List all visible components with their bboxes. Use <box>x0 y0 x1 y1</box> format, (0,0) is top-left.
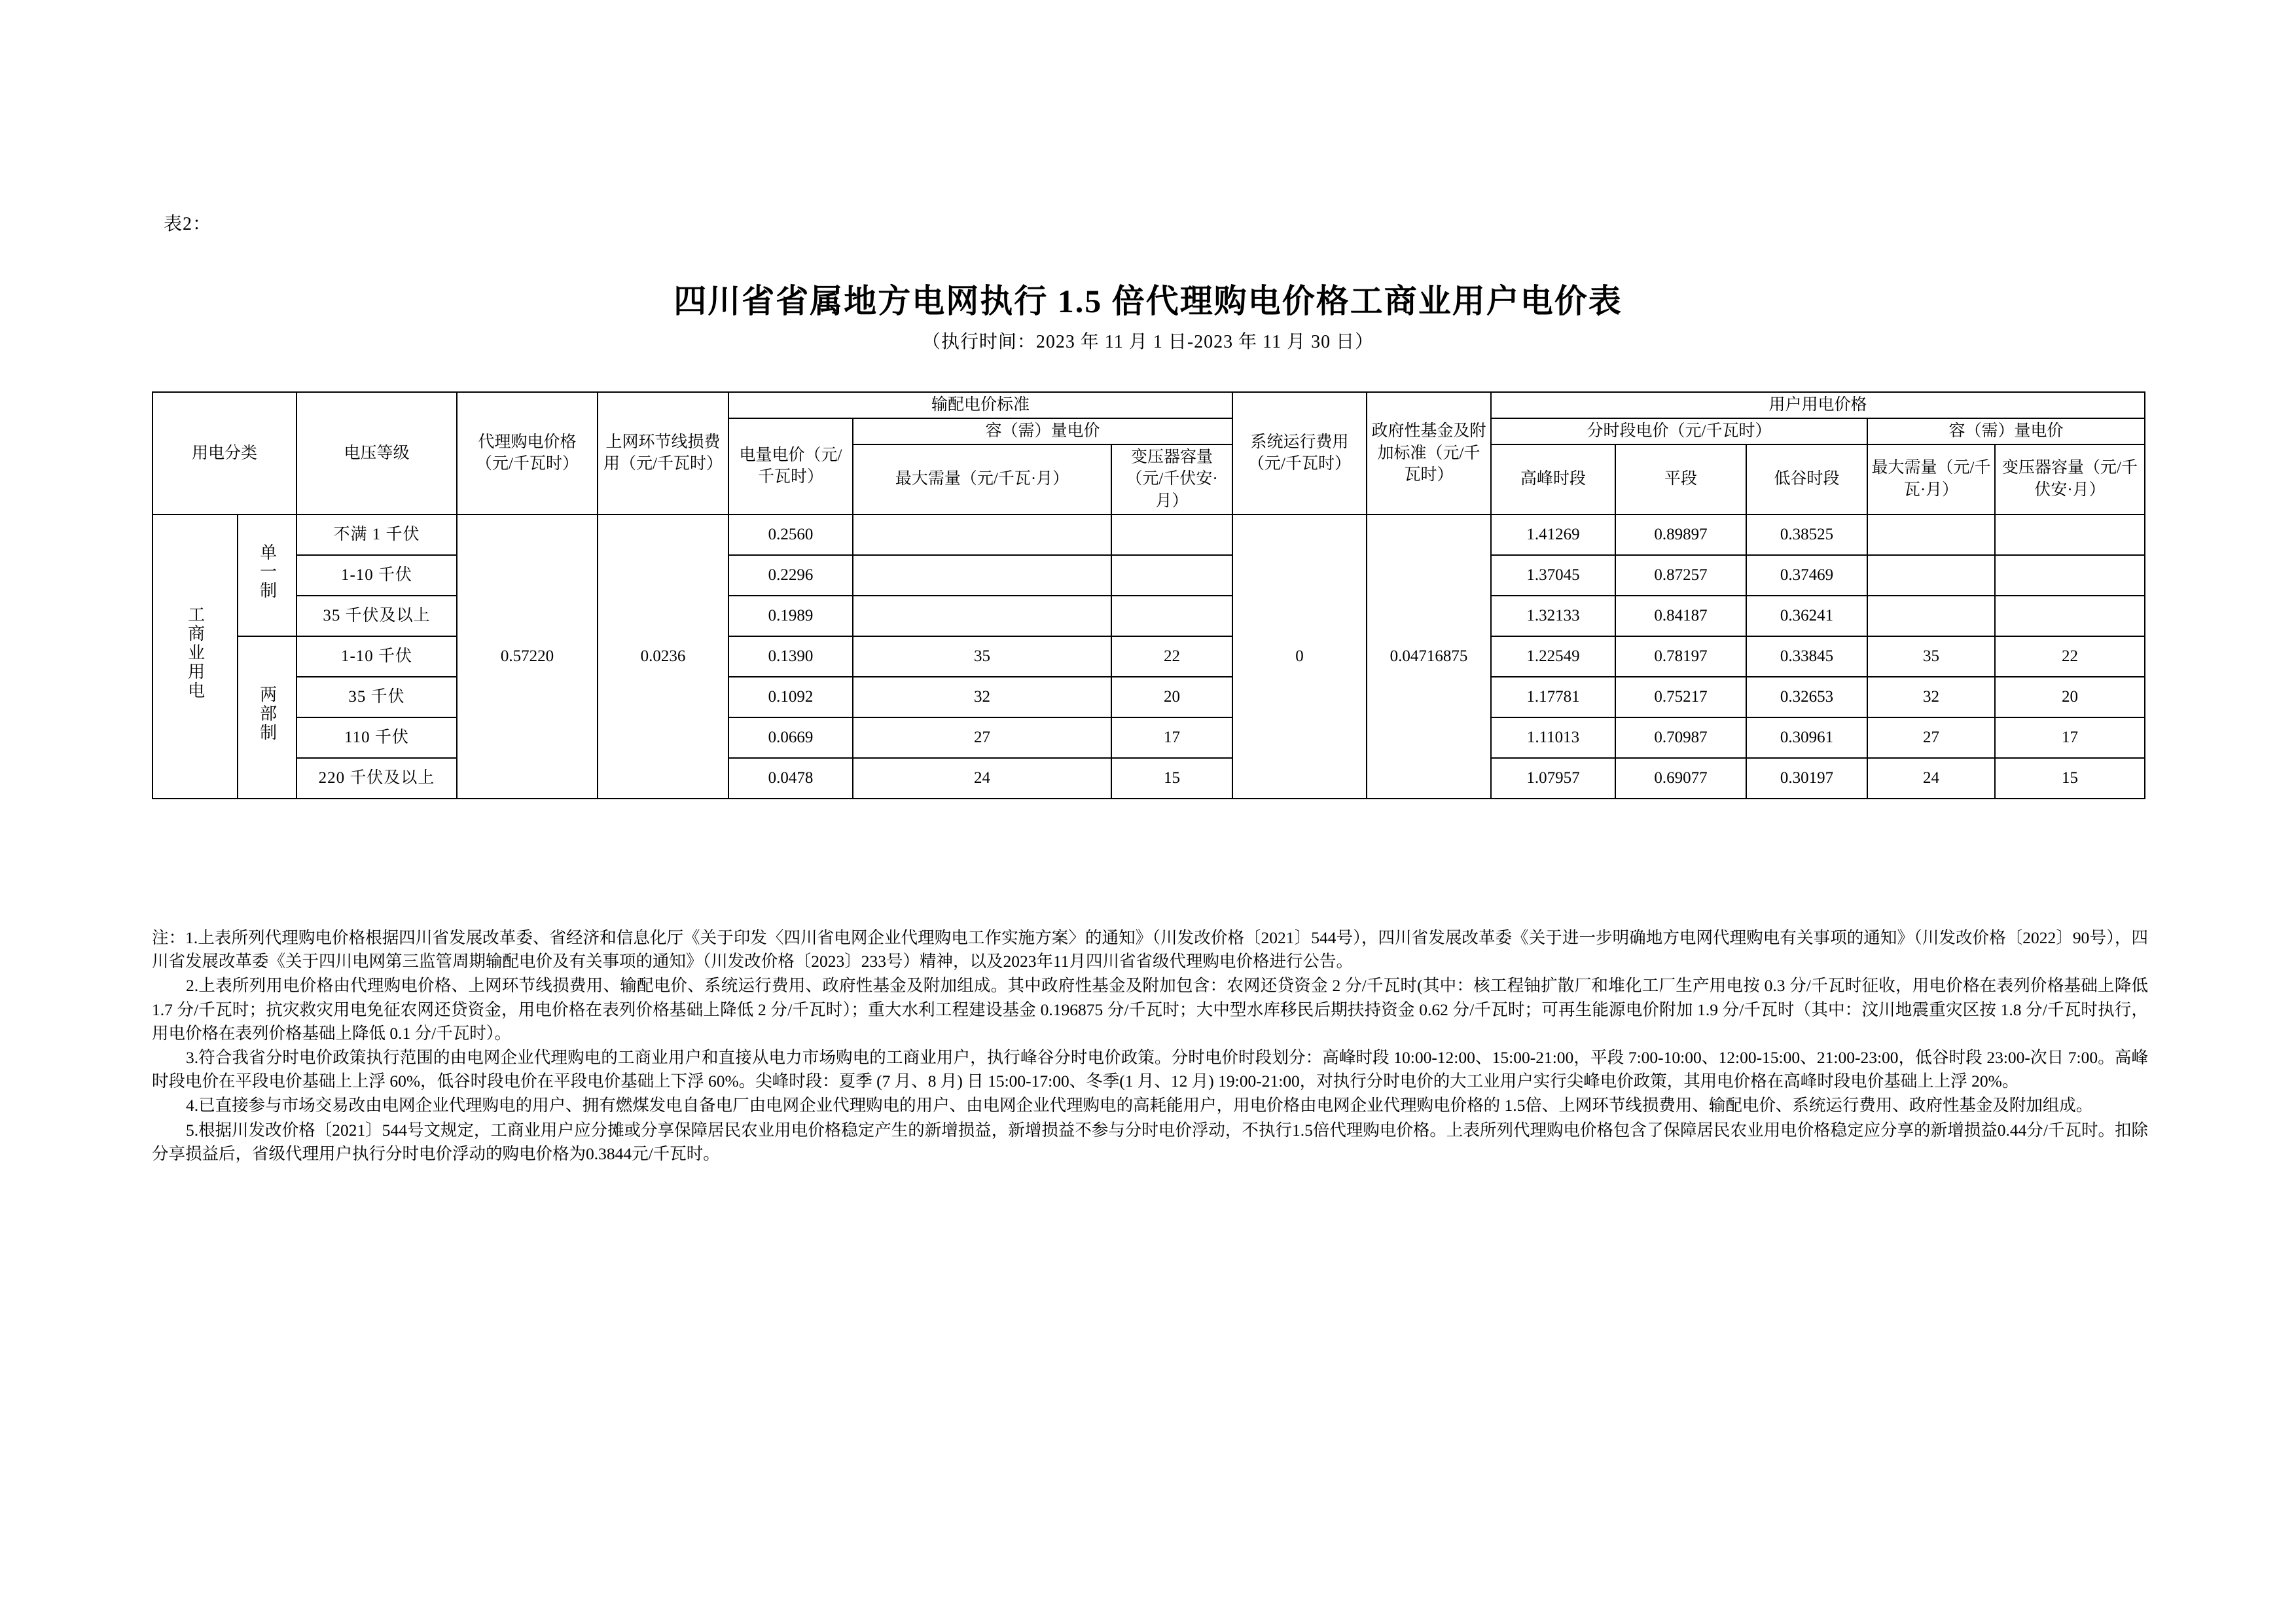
footnote-5: 5.根据川发改价格〔2021〕544号文规定，工商业用户应分摊或分享保障居民农业用电价格稳定产生的新增损益，新增损益不参与分时电价浮动，不执行1.5倍代理购电价格。上表所列代理购电价格包含了保障居民农业用电价格稳定应分享的新增损益0.44分/千瓦时。扣除分享损益后，省级代理用户执行分时电价浮动的购电价格为0.3844元/千瓦时。 <box>152 1120 2148 1163</box>
cell-user-max-demand: 32 <box>1867 677 1995 717</box>
cell-flat: 0.70987 <box>1615 717 1746 758</box>
cell-agent-price: 0.57220 <box>457 514 598 799</box>
footnote-1: 注：1.上表所列代理购电价格根据四川省发展改革委、省经济和信息化厅《关于印发〈四川省电网企业代理购电工作实施方案〉的通知》（川发改价格〔2021〕544号），四川省发展改革委《关于进一步明确地方电网代理购电有关事项的通知》（川发改价格〔2022〕90号），四川省发展改革委《关于四川电网第三监管周期输配电价及有关事项的通知》（川发改价格〔2023〕233号）精神，以及2023年11月四川省省级代理购电价格进行公告。 <box>152 928 2148 971</box>
cell-valley: 0.30197 <box>1746 758 1867 799</box>
cell-user-transformer: 15 <box>1995 758 2145 799</box>
table-row <box>152 717 2145 758</box>
table-row <box>152 596 2145 636</box>
group-two-part-label: 两部制 <box>257 685 277 743</box>
cell-grid-loss: 0.0236 <box>598 514 728 799</box>
cell-user-max-demand: 24 <box>1867 758 1995 799</box>
cell-voltage: 1-10 千伏 <box>296 555 457 596</box>
cell-valley: 0.36241 <box>1746 596 1867 636</box>
header-user-capacity-group: 容（需）量电价 <box>1867 418 2145 444</box>
cell-peak: 1.37045 <box>1491 555 1615 596</box>
cell-energy-price: 0.2560 <box>728 514 853 555</box>
table-row <box>152 555 2145 596</box>
footnotes <box>152 926 2148 1166</box>
category-label: 工商业用电 <box>185 605 205 701</box>
cell-category <box>152 514 238 799</box>
cell-energy-price: 0.1092 <box>728 677 853 717</box>
page-title: 四川省省属地方电网执行 1.5 倍代理购电价格工商业用户电价表 <box>673 283 1623 319</box>
header-user-max-demand: 最大需量（元/千瓦·月） <box>1867 444 1995 514</box>
cell-transformer-capacity <box>1111 514 1232 555</box>
rate-table-container <box>152 391 2145 799</box>
header-agent-price: 代理购电价格（元/千瓦时） <box>457 392 598 514</box>
cell-peak: 1.32133 <box>1491 596 1615 636</box>
header-energy-price: 电量电价（元/千瓦时） <box>728 418 853 514</box>
cell-user-transformer: 17 <box>1995 717 2145 758</box>
footnote-2: 2.上表所列用电价格由代理购电价格、上网环节线损费用、输配电价、系统运行费用、政府性基金及附加组成。其中政府性基金及附加包含：农网还贷资金 2 分/千瓦时(其中：核工程铀扩散厂和堆化工厂生产用电按 0.3 分/千瓦时征收，用电价格在表列价格基础上降低 1.7 分/千瓦时；抗灾救灾用电免征农网还贷资金，用电价格在表列价格基础上降低 2 分/千瓦时）；重大水利工程建设基金 0.196875 分/千瓦时；大中型水库移民后期扶持资金 0.62 分/千瓦时；可再生能源电价附加 1.9 分/千瓦时（其中：汶川地震重灾区按 1.8 分/千瓦时执行，用电价格在表列价格基础上降低 0.1 分/千瓦时）。 <box>152 976 2148 1043</box>
header-peak: 高峰时段 <box>1491 444 1615 514</box>
cell-flat: 0.75217 <box>1615 677 1746 717</box>
cell-max-demand: 27 <box>853 717 1111 758</box>
cell-flat: 0.89897 <box>1615 514 1746 555</box>
cell-max-demand <box>853 596 1111 636</box>
table-header-row-1 <box>152 392 2145 418</box>
group-single-label: 单一制 <box>257 543 277 601</box>
cell-peak: 1.11013 <box>1491 717 1615 758</box>
cell-system-operation: 0 <box>1232 514 1367 799</box>
header-gov-fund: 政府性基金及附加标准（元/千瓦时） <box>1367 392 1491 514</box>
cell-user-transformer <box>1995 514 2145 555</box>
header-valley: 低谷时段 <box>1746 444 1867 514</box>
cell-voltage: 110 千伏 <box>296 717 457 758</box>
cell-transformer-capacity: 22 <box>1111 636 1232 677</box>
cell-energy-price: 0.2296 <box>728 555 853 596</box>
table-row <box>152 677 2145 717</box>
cell-voltage: 不满 1 千伏 <box>296 514 457 555</box>
table-row <box>152 636 2145 677</box>
cell-flat: 0.84187 <box>1615 596 1746 636</box>
table-row <box>152 758 2145 799</box>
header-transformer-capacity: 变压器容量（元/千伏安·月） <box>1111 444 1232 514</box>
cell-gov-fund: 0.04716875 <box>1367 514 1491 799</box>
cell-peak: 1.41269 <box>1491 514 1615 555</box>
cell-peak: 1.07957 <box>1491 758 1615 799</box>
header-max-demand: 最大需量（元/千瓦·月） <box>853 444 1111 514</box>
header-tou-group: 分时段电价（元/千瓦时） <box>1491 418 1867 444</box>
header-capacity-group: 容（需）量电价 <box>853 418 1232 444</box>
page-subtitle: （执行时间：2023 年 11 月 1 日-2023 年 11 月 30 日） <box>922 332 1374 352</box>
cell-user-max-demand <box>1867 514 1995 555</box>
cell-voltage: 220 千伏及以上 <box>296 758 457 799</box>
header-category: 用电分类 <box>152 392 296 514</box>
cell-user-transformer: 22 <box>1995 636 2145 677</box>
header-grid-loss: 上网环节线损费用（元/千瓦时） <box>598 392 728 514</box>
cell-energy-price: 0.1390 <box>728 636 853 677</box>
cell-max-demand: 32 <box>853 677 1111 717</box>
cell-transformer-capacity: 20 <box>1111 677 1232 717</box>
cell-transformer-capacity <box>1111 555 1232 596</box>
cell-transformer-capacity <box>1111 596 1232 636</box>
cell-transformer-capacity: 15 <box>1111 758 1232 799</box>
cell-group-single <box>238 514 296 636</box>
cell-energy-price: 0.0669 <box>728 717 853 758</box>
header-user-transformer: 变压器容量（元/千伏安·月） <box>1995 444 2145 514</box>
cell-user-max-demand: 27 <box>1867 717 1995 758</box>
table-number-label: 表2： <box>164 214 212 234</box>
cell-max-demand: 24 <box>853 758 1111 799</box>
cell-user-max-demand <box>1867 555 1995 596</box>
header-transmission-group: 输配电价标准 <box>728 392 1232 418</box>
header-system-operation: 系统运行费用（元/千瓦时） <box>1232 392 1367 514</box>
cell-valley: 0.37469 <box>1746 555 1867 596</box>
cell-group-two-part <box>238 636 296 799</box>
cell-user-transformer <box>1995 555 2145 596</box>
cell-valley: 0.38525 <box>1746 514 1867 555</box>
cell-max-demand <box>853 555 1111 596</box>
footnote-3: 3.符合我省分时电价政策执行范围的由电网企业代理购电的工商业用户和直接从电力市场购电的工商业用户，执行峰谷分时电价政策。分时电价时段划分：高峰时段 10:00-12:00、15:00-21:00，平段 7:00-10:00、12:00-15:00、21:00-23:00，低谷时段 23:00-次日 7:00。高峰时段电价在平段电价基础上上浮 60%，低谷时段电价在平段电价基础上下浮 60%。尖峰时段：夏季 (7 月、8 月) 日 15:00-17:00、冬季(1 月、12 月) 19:00-21:00，对执行分时电价的大工业用户实行尖峰电价政策，其用电价格在高峰时段电价基础上上浮 20%。 <box>152 1048 2148 1091</box>
cell-transformer-capacity: 17 <box>1111 717 1232 758</box>
cell-flat: 0.69077 <box>1615 758 1746 799</box>
cell-voltage: 1-10 千伏 <box>296 636 457 677</box>
cell-flat: 0.87257 <box>1615 555 1746 596</box>
cell-voltage: 35 千伏 <box>296 677 457 717</box>
cell-energy-price: 0.1989 <box>728 596 853 636</box>
header-user-price-group: 用户用电价格 <box>1491 392 2145 418</box>
footnote-4: 4.已直接参与市场交易改由电网企业代理购电的用户、拥有燃煤发电自备电厂由电网企业代理购电的用户、由电网企业代理购电的高耗能用户，用电价格由电网企业代理购电价格的 1.5倍、上网环节线损费用、输配电价、系统运行费用、政府性基金及附加组成。 <box>186 1096 2093 1115</box>
cell-valley: 0.30961 <box>1746 717 1867 758</box>
cell-user-max-demand: 35 <box>1867 636 1995 677</box>
cell-peak: 1.22549 <box>1491 636 1615 677</box>
cell-energy-price: 0.0478 <box>728 758 853 799</box>
cell-user-transformer: 20 <box>1995 677 2145 717</box>
header-flat: 平段 <box>1615 444 1746 514</box>
header-voltage: 电压等级 <box>296 392 457 514</box>
cell-peak: 1.17781 <box>1491 677 1615 717</box>
cell-valley: 0.33845 <box>1746 636 1867 677</box>
cell-voltage: 35 千伏及以上 <box>296 596 457 636</box>
cell-user-max-demand <box>1867 596 1995 636</box>
rate-table <box>152 391 2145 799</box>
cell-flat: 0.78197 <box>1615 636 1746 677</box>
cell-max-demand <box>853 514 1111 555</box>
cell-max-demand: 35 <box>853 636 1111 677</box>
cell-user-transformer <box>1995 596 2145 636</box>
cell-valley: 0.32653 <box>1746 677 1867 717</box>
table-row <box>152 514 2145 555</box>
